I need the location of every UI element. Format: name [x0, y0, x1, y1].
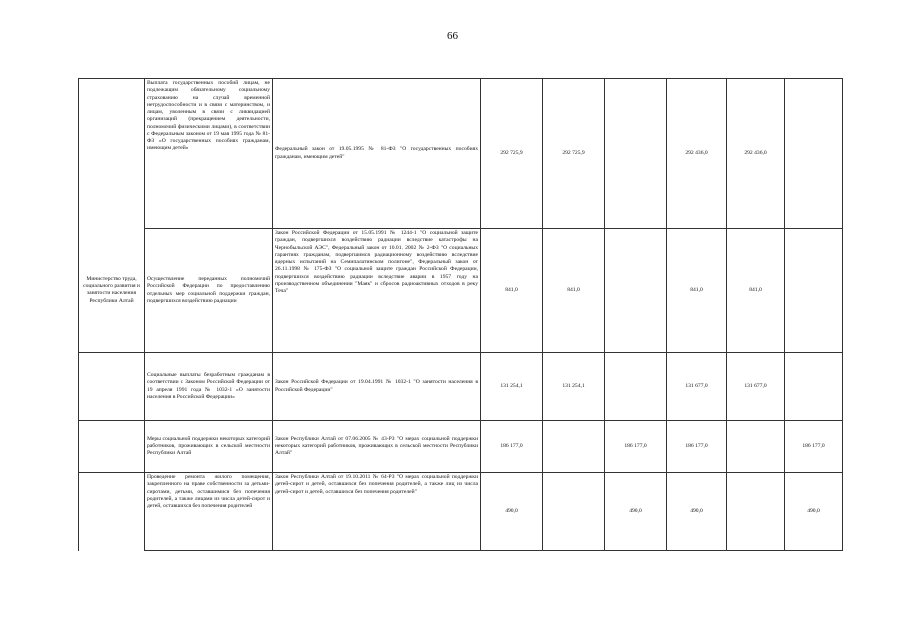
value-cell — [785, 353, 843, 421]
value-cell: 292 436,0 — [727, 79, 785, 229]
table-row — [79, 421, 843, 473]
value-cell: 186 177,0 — [785, 421, 843, 473]
value-cell — [727, 473, 785, 551]
value-cell: 131 677,0 — [727, 353, 785, 421]
budget-table — [78, 78, 843, 551]
agency-cell: Министерство труда, социального развития и занятости населения Республики Алтай — [79, 229, 145, 353]
table-row — [79, 229, 843, 353]
value-cell — [785, 79, 843, 229]
value-cell — [605, 79, 667, 229]
page-number: 66 — [447, 30, 458, 42]
value-cell: 131 254,1 — [481, 353, 543, 421]
table-row — [79, 79, 843, 229]
law-cell: Закон Республики Алтай от 07.06.2005 № 43-РЗ "О мерах социальной поддержки некоторых категорий работников, проживающих в сельской местности Республики Алтай" — [273, 421, 481, 473]
value-cell — [543, 421, 605, 473]
value-cell: 841,0 — [667, 229, 727, 353]
value-cell: 292 436,0 — [667, 79, 727, 229]
value-cell — [605, 229, 667, 353]
measure-cell: Проведение ремонта жилого помещения, закрепленного на праве собственности за детьми-сиротами, детьми, оставшимися без попечения родителей, а также лицами из числа детей-сирот и детей, оставшихся без попечения родителей — [145, 473, 273, 551]
value-cell: 292 725,9 — [543, 79, 605, 229]
value-cell: 131 254,1 — [543, 353, 605, 421]
value-cell: 841,0 — [727, 229, 785, 353]
measure-cell: Социальные выплаты безработным гражданам в соответствии с Законом Российской Федерации от 19 апреля 1991 года № 1032-1 «О занятости населения в Российской Федерации» — [145, 353, 273, 421]
agency-cell-spacer — [79, 421, 145, 473]
value-cell: 490,0 — [667, 473, 727, 551]
table-row — [79, 353, 843, 421]
law-cell: Федеральный закон от 19.05.1995 № 81-ФЗ "О государственных пособиях гражданам, имеющим детей" — [273, 79, 481, 229]
value-cell — [605, 353, 667, 421]
value-cell — [543, 473, 605, 551]
agency-cell-spacer — [79, 353, 145, 421]
measure-cell: Осуществление переданных полномочий Российской Федерации по предоставлению отдельных мер социальной поддержки граждан, подвергшихся воздействию радиации — [145, 229, 273, 353]
measure-cell: Выплата государственных пособий лицам, не подлежащим обязательному социальному страхованию на случай временной нетрудоспособности и в связи с материнством, и лицам, уволенным в связи с ликвидацией организаций (прекращением деятельности, полномочий физическими лицами), в соответствии с Федеральным законом от 19 мая 1995 года № 81-ФЗ «О государственных пособиях гражданам, имеющим детей» — [145, 79, 273, 229]
value-cell: 131 677,0 — [667, 353, 727, 421]
value-cell: 490,0 — [481, 473, 543, 551]
value-cell: 186 177,0 — [605, 421, 667, 473]
value-cell: 186 177,0 — [667, 421, 727, 473]
value-cell: 292 725,9 — [481, 79, 543, 229]
agency-cell-top — [79, 79, 145, 229]
table-row — [79, 473, 843, 551]
measure-cell: Меры социальной поддержки некоторых категорий работников, проживающих в сельской местности Республики Алтай — [145, 421, 273, 473]
law-cell: Закон Республики Алтай от 19.10.2011 № 64-РЗ "О мерах социальной поддержки детей-сирот и детей, оставшихся без попечения родителей, а также лиц из числа детей-сирот и детей, оставшихся без попечения родителей" — [273, 473, 481, 551]
value-cell: 841,0 — [481, 229, 543, 353]
value-cell: 841,0 — [543, 229, 605, 353]
value-cell: 490,0 — [785, 473, 843, 551]
value-cell: 186 177,0 — [481, 421, 543, 473]
law-cell: Закон Российской Федерации от 15.05.1991 № 1244-1 "О социальной защите граждан, подвергшихся воздействию радиации вследствие катастрофы на Чернобыльской АЭС", Федеральный закон от 10.01. 2002 № 2-ФЗ "О социальных гарантиях гражданам, подвергшимся радиационному воздействию вследствие ядерных испытаний на Семипалатинском полигоне", Федеральный закон от 26.11.1998 № 175-ФЗ "О социальной защите граждан Российской Федерации, подвергшихся воздействию радиации вследствие аварии в 1957 году на производственном объединении "Маяк" и сбросов радиоактивных отходов в реку Теча" — [273, 229, 481, 353]
value-cell — [785, 229, 843, 353]
value-cell — [727, 421, 785, 473]
agency-cell-spacer — [79, 473, 145, 551]
value-cell: 490,0 — [605, 473, 667, 551]
law-cell: Закон Российской Федерации от 19.04.1991 № 1032-1 "О занятости населения в Российской Федерации" — [273, 353, 481, 421]
